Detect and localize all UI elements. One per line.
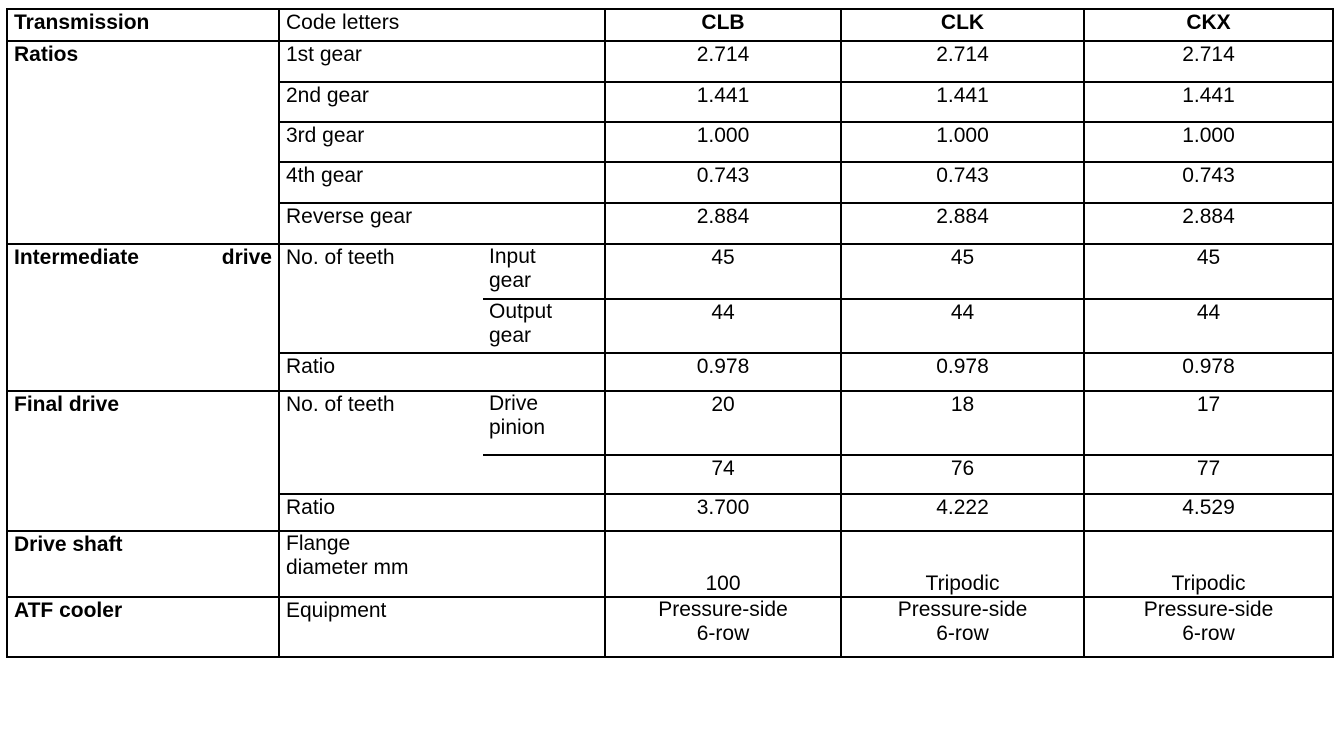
ratio-value: 2.714 bbox=[841, 41, 1084, 82]
crown-gear-label-empty bbox=[483, 455, 605, 494]
output-gear-line2: gear bbox=[489, 324, 532, 347]
cooler-line1: Pressure-side bbox=[1143, 598, 1274, 621]
intermediate-ratio-value: 0.978 bbox=[841, 353, 1084, 391]
input-gear-line2: gear bbox=[489, 269, 532, 292]
gear-label-2nd: 2nd gear bbox=[279, 82, 605, 122]
input-gear-value: 45 bbox=[605, 244, 841, 299]
drive-pinion-label bbox=[483, 391, 605, 455]
crown-teeth-value: 76 bbox=[841, 455, 1084, 494]
drive-word: drive bbox=[221, 246, 272, 269]
gear-label-1st: 1st gear bbox=[279, 41, 605, 82]
intermediate-word: Intermediate bbox=[14, 246, 139, 269]
atf-cooler-heading: ATF cooler bbox=[7, 597, 279, 657]
ratio-value: 1.441 bbox=[841, 82, 1084, 122]
intermediate-drive-heading bbox=[7, 244, 279, 391]
gear-label-reverse: Reverse gear bbox=[279, 203, 605, 244]
ratio-value: 1.441 bbox=[1084, 82, 1333, 122]
shaft-value: Tripodic bbox=[1084, 531, 1333, 597]
transmission-heading: Transmission bbox=[7, 9, 279, 41]
ratio-value: 1.000 bbox=[605, 122, 841, 162]
shaft-value: Tripodic bbox=[841, 531, 1084, 597]
intermediate-teeth-label: No. of teeth bbox=[279, 244, 483, 353]
ratio-value: 0.743 bbox=[605, 162, 841, 203]
output-gear-line1: Output bbox=[489, 300, 553, 323]
ratio-value: 1.000 bbox=[841, 122, 1084, 162]
final-ratio-value: 4.222 bbox=[841, 494, 1084, 531]
input-gear-label bbox=[483, 244, 605, 299]
ratio-value: 1.441 bbox=[605, 82, 841, 122]
intermediate-ratio-value: 0.978 bbox=[605, 353, 841, 391]
pinion-teeth-value: 18 bbox=[841, 391, 1084, 455]
code-clk: CLK bbox=[841, 9, 1084, 41]
ratio-value: 2.884 bbox=[1084, 203, 1333, 244]
cooler-value bbox=[1084, 597, 1333, 657]
final-drive-heading: Final drive bbox=[7, 391, 279, 531]
input-gear-value: 45 bbox=[1084, 244, 1333, 299]
equipment-label: Equipment bbox=[279, 597, 605, 657]
ratio-value: 0.743 bbox=[1084, 162, 1333, 203]
cooler-value bbox=[841, 597, 1084, 657]
gear-label-4th: 4th gear bbox=[279, 162, 605, 203]
final-teeth-label: No. of teeth bbox=[279, 391, 483, 494]
final-ratio-value: 4.529 bbox=[1084, 494, 1333, 531]
pinion-teeth-value: 17 bbox=[1084, 391, 1333, 455]
flange-diameter-label bbox=[279, 531, 605, 597]
output-gear-value: 44 bbox=[841, 299, 1084, 353]
drive-pinion-line2: pinion bbox=[489, 416, 546, 439]
cooler-line2: 6-row bbox=[1182, 622, 1235, 645]
flange-line2: diameter mm bbox=[286, 556, 409, 579]
ratios-heading: Ratios bbox=[7, 41, 279, 244]
crown-teeth-value: 77 bbox=[1084, 455, 1333, 494]
cooler-line1: Pressure-side bbox=[897, 598, 1028, 621]
ratio-value: 2.884 bbox=[841, 203, 1084, 244]
pinion-teeth-value: 20 bbox=[605, 391, 841, 455]
drive-pinion-line1: Drive bbox=[489, 392, 539, 415]
ratio-value: 2.714 bbox=[1084, 41, 1333, 82]
final-ratio-label: Ratio bbox=[279, 494, 605, 531]
ratio-value: 2.714 bbox=[605, 41, 841, 82]
code-letters-label: Code letters bbox=[279, 9, 605, 41]
intermediate-ratio-value: 0.978 bbox=[1084, 353, 1333, 391]
cooler-value bbox=[605, 597, 841, 657]
atf-cooler-row bbox=[7, 597, 1333, 657]
intermediate-input-row bbox=[7, 244, 1333, 299]
input-gear-value: 45 bbox=[841, 244, 1084, 299]
code-ckx: CKX bbox=[1084, 9, 1333, 41]
output-gear-value: 44 bbox=[605, 299, 841, 353]
output-gear-value: 44 bbox=[1084, 299, 1333, 353]
ratio-value: 2.884 bbox=[605, 203, 841, 244]
output-gear-label bbox=[483, 299, 605, 353]
drive-shaft-heading: Drive shaft bbox=[7, 531, 279, 597]
ratio-row-1st bbox=[7, 41, 1333, 82]
gear-label-3rd: 3rd gear bbox=[279, 122, 605, 162]
flange-line1: Flange bbox=[286, 532, 351, 555]
ratio-value: 0.743 bbox=[841, 162, 1084, 203]
header-row bbox=[7, 9, 1333, 41]
shaft-value: 100 bbox=[605, 531, 841, 597]
cooler-line2: 6-row bbox=[696, 622, 750, 645]
cooler-line1: Pressure-side bbox=[658, 598, 788, 621]
drive-shaft-row bbox=[7, 531, 1333, 597]
cooler-line2: 6-row bbox=[936, 622, 989, 645]
code-clb: CLB bbox=[605, 9, 841, 41]
input-gear-line1: Input bbox=[489, 245, 536, 268]
final-pinion-row bbox=[7, 391, 1333, 455]
ratio-value: 1.000 bbox=[1084, 122, 1333, 162]
crown-teeth-value: 74 bbox=[605, 455, 841, 494]
final-ratio-value: 3.700 bbox=[605, 494, 841, 531]
intermediate-ratio-label: Ratio bbox=[279, 353, 605, 391]
transmission-spec-table bbox=[6, 8, 1334, 658]
